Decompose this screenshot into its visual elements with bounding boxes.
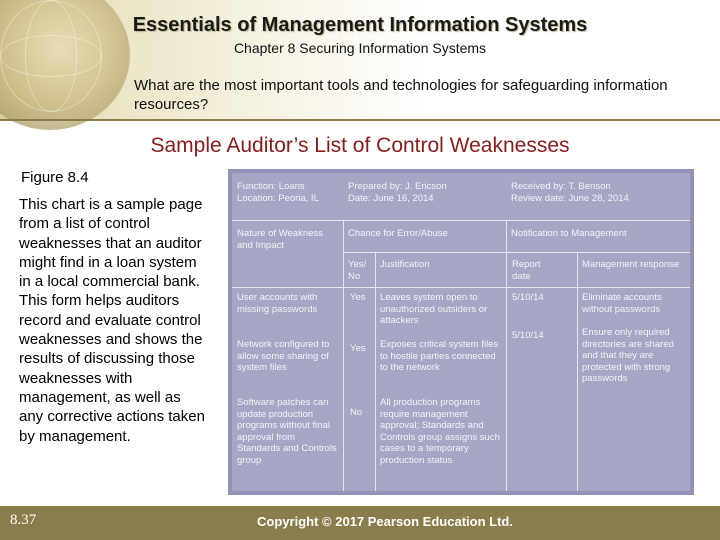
form-divider [506,220,507,491]
form-location: Location: Peoria, IL [237,193,319,204]
row-3-justification: All production programs require management approval; Standards and Controls group assigns such cases to a temporary production status [380,397,500,466]
header-notification: Notification to Management [511,228,627,239]
form-prepared-by: Prepared by: J. Ericson [348,181,447,192]
row-1-yes-no: Yes [350,292,366,303]
header-justification: Justification [380,259,430,270]
row-1-report-date: 5/10/14 [512,292,544,303]
page-number: 8.37 [10,512,37,528]
row-2-justification: Exposes critical system files to hostile parties connected to the network [380,339,499,373]
form-divider [343,220,344,491]
form-divider [375,252,376,491]
header-divider [0,119,720,121]
figure-description: This chart is a sample page from a list of control weaknesses that an auditor might find in a loan system in a local commercial bank. This form helps auditors record and evaluate control weaknesses and shows the results of discussing those weaknesses with management, as well as any corrective actions taken by management. [19,196,205,445]
form-date: Date: June 16, 2014 [348,193,434,204]
row-1-weakness: User accounts with missing passwords [237,292,318,315]
guiding-question: What are the most important tools and technologies for safeguarding information resources? [134,77,668,113]
form-function: Function: Loans [237,181,305,192]
figure-title: Sample Auditor’s List of Control Weaknesses [150,134,570,157]
row-1-response: Eliminate accounts without passwords [582,292,662,315]
form-review-date: Review date: June 28, 2014 [511,193,629,204]
row-1-justification: Leaves system open to unauthorized outsiders or attackers [380,292,488,326]
header-nature-of-weakness: Nature of Weakness and Impact [237,228,323,251]
header-chance-for-error: Chance for Error/Abuse [348,228,448,239]
form-divider [232,220,690,221]
form-divider [577,252,578,491]
slide-title: Essentials of Management Information Systems [132,14,588,36]
row-2-yes-no: Yes [350,343,366,354]
auditor-form [232,173,690,491]
row-3-weakness: Software patches can update production programs without final approval from Standards and Controls group [237,397,337,466]
figure-label: Figure 8.4 [21,169,89,186]
row-2-response: Ensure only required directories are shared and that they are protected with strong passwords [582,327,674,384]
auditor-form-figure [228,169,694,495]
form-divider [232,287,690,288]
form-divider [343,252,690,253]
form-received-by: Received by: T. Benson [511,181,611,192]
slide-subtitle: Chapter 8 Securing Information Systems [233,40,487,56]
row-2-report-date: 5/10/14 [512,330,544,341]
header-report-date: Report date [512,259,541,282]
row-3-yes-no: No [350,407,363,418]
copyright-notice: Copyright © 2017 Pearson Education Ltd. [257,514,513,529]
header-management-response: Management response [582,259,680,270]
header-yes-no: Yes/ No [348,259,367,282]
row-2-weakness: Network configured to allow some sharing of system files [237,339,330,373]
